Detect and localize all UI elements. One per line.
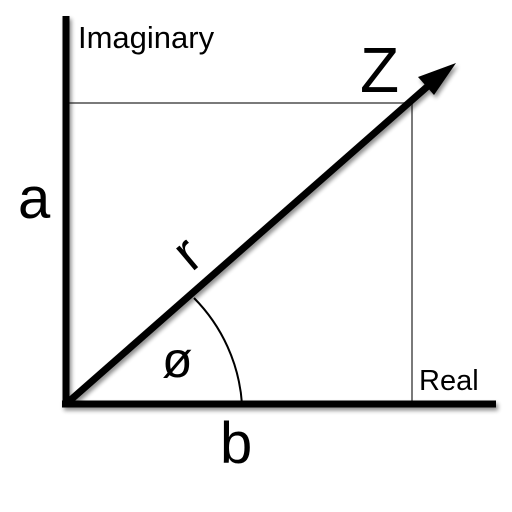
- magnitude-label: r: [160, 224, 214, 282]
- imaginary-part-label: a: [18, 166, 51, 231]
- angle-arc: [194, 298, 242, 404]
- angle-label: ø: [162, 332, 193, 388]
- vector-z-label: Z: [360, 34, 400, 106]
- real-part-label: b: [220, 411, 253, 476]
- real-axis-label: Real: [419, 365, 479, 397]
- imaginary-axis-label: Imaginary: [78, 20, 215, 55]
- vector-r-line: [66, 86, 428, 404]
